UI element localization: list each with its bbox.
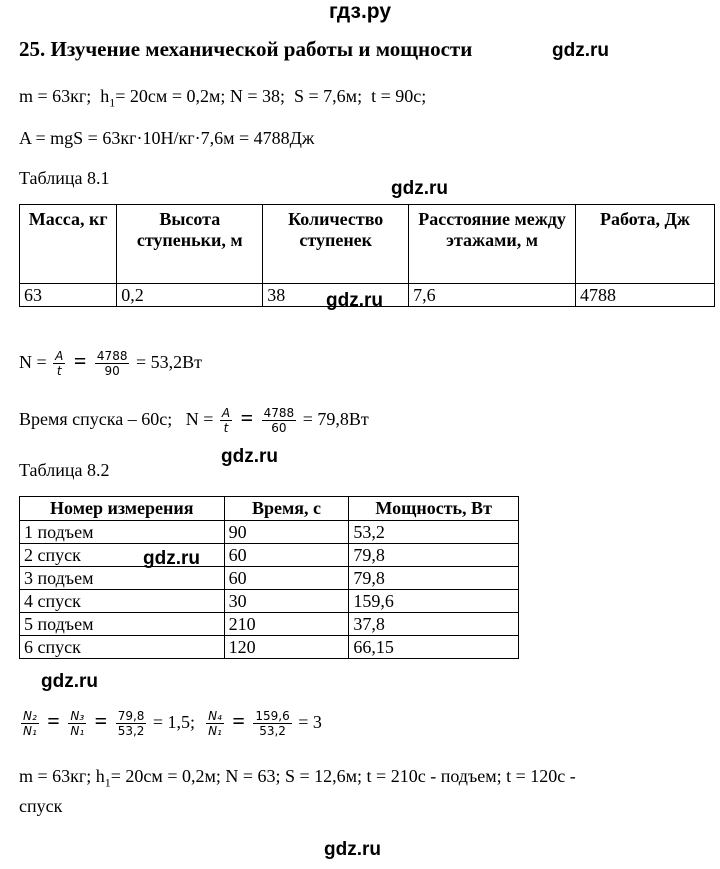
table-header-row: [20, 205, 715, 284]
table-cell: 1 подъем: [20, 521, 225, 544]
page-title: 25. Изучение механической работы и мощности: [19, 37, 473, 61]
table-cell: 79,8: [349, 567, 519, 590]
table-8-2: [19, 496, 519, 659]
column-header: Масса, кг: [20, 205, 117, 284]
table-cell: 4 спуск: [20, 590, 225, 613]
work-formula: A = mgS = 63кг·10Н/кг·7,6м = 4788Дж: [19, 128, 315, 148]
table2-caption: Таблица 8.2: [19, 460, 110, 480]
watermark: gdz.ru: [552, 40, 609, 61]
watermark: gdz.ru: [324, 839, 381, 860]
table-cell: 90: [224, 521, 349, 544]
watermark: gdz.ru: [41, 671, 98, 692]
table-row: [20, 636, 519, 659]
given-steps: N = 38;: [229, 86, 286, 106]
table-row: [20, 590, 519, 613]
table-cell: 63: [20, 284, 117, 307]
table-cell: 7,6: [409, 284, 576, 307]
table-cell: 2 спуск: [20, 544, 225, 567]
fraction: $\frac{A}{t}$: [221, 406, 231, 436]
fraction: $\frac{\text{N₃}}{\text{N₁}}$: [70, 709, 85, 739]
fraction: $\frac{159,6}{53,2}$: [255, 709, 290, 739]
given-line-2: m = 63кг; $h_1= 20см = 0,2м$; N = 63; S = 12,6м; t = 210с - подъем; t = 120с -: [19, 766, 576, 790]
given-line-2-cont: спуск: [19, 796, 63, 816]
column-header: Количество ступенек: [263, 205, 409, 284]
table-row: [20, 613, 519, 636]
power-formula-2: Время спуска – 60с; N = $\frac{A}{t}$ = $\frac{4788}{60}$ = 79,8Вт: [19, 405, 369, 436]
table-cell: 53,2: [349, 521, 519, 544]
watermark: gdz.ru: [391, 178, 448, 199]
table-cell: 30: [224, 590, 349, 613]
table-cell: 4788: [575, 284, 714, 307]
table-cell: 0,2: [117, 284, 263, 307]
table-cell: 159,6: [349, 590, 519, 613]
given-mass: m = 63кг;: [19, 86, 92, 106]
table1-caption: Таблица 8.1: [19, 168, 110, 188]
column-header: Высота ступеньки, м: [117, 205, 263, 284]
given-height: $h_1= 20см = 0,2м$;: [100, 86, 226, 110]
watermark: gdz.ru: [143, 548, 200, 569]
column-header: Мощность, Вт: [349, 497, 519, 521]
table-cell: 210: [224, 613, 349, 636]
column-header: Номер измерения: [20, 497, 225, 521]
column-header: Время, с: [224, 497, 349, 521]
watermark: gdz.ru: [326, 290, 383, 311]
watermark: gdz.ru: [221, 446, 278, 467]
fraction: $\frac{4788}{90}$: [96, 349, 128, 379]
table-header-row: [20, 497, 519, 521]
table-cell: 37,8: [349, 613, 519, 636]
table-row: [20, 567, 519, 590]
table-row: [20, 521, 519, 544]
table-cell: 120: [224, 636, 349, 659]
table-cell: 38: [263, 284, 409, 307]
column-header: Работа, Дж: [575, 205, 714, 284]
fraction: $\frac{A}{t}$: [55, 349, 64, 379]
fraction: $\frac{4788}{60}$: [263, 406, 295, 436]
table-cell: 60: [224, 544, 349, 567]
given-distance: S = 7,6м;: [294, 86, 363, 106]
table-cell: 3 подъем: [20, 567, 225, 590]
ratio-formula: $\frac{\text{N₂}}{\text{N₁}}$ = $\frac{\text{N₃}}{\text{N₁}}$ = $\frac{79,8}{53,2}$ = 1,5; $\frac{\text{N₄}}{\text{N₁}}$ = $\frac{159,6}{53,2}$ = 3: [23, 708, 322, 739]
table-cell: 5 подъем: [20, 613, 225, 636]
column-header: Расстояние между этажами, м: [409, 205, 576, 284]
table-row: [20, 544, 519, 567]
fraction: $\frac{\text{N₄}}{\text{N₁}}$: [208, 709, 222, 739]
power-formula-1: N = $\frac{A}{t}$ = $\frac{4788}{90}$ = 53,2Вт: [19, 348, 202, 379]
table-cell: 6 спуск: [20, 636, 225, 659]
table-cell: 66,15: [349, 636, 519, 659]
table-cell: 79,8: [349, 544, 519, 567]
given-line-1: [19, 86, 426, 111]
site-header: гдз.ру: [328, 0, 392, 23]
given-time: t = 90с;: [371, 86, 427, 106]
fraction: $\frac{79,8}{53,2}$: [117, 709, 145, 739]
table-cell: 60: [224, 567, 349, 590]
fraction: $\frac{\text{N₂}}{\text{N₁}}$: [23, 709, 37, 739]
